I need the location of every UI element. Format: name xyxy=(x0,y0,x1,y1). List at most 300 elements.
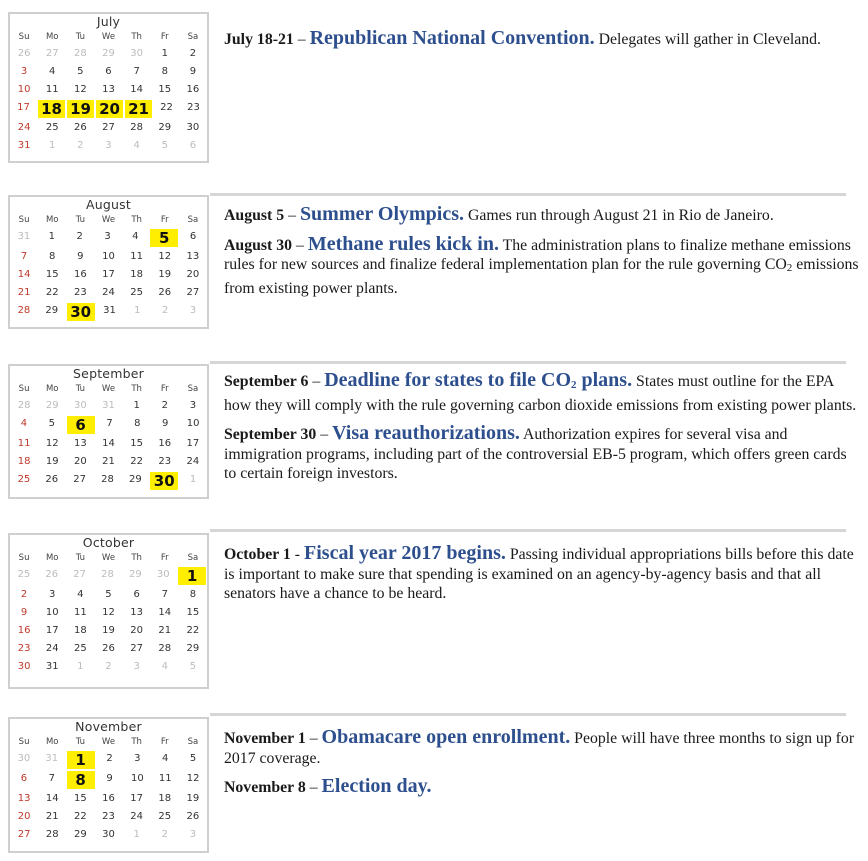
calendar-day: 2 xyxy=(162,305,169,316)
calendar-day: 16 xyxy=(102,793,115,804)
calendar-day: 16 xyxy=(73,269,87,280)
calendar-day: 30 xyxy=(73,400,87,411)
event-fiscal-year xyxy=(224,544,862,604)
event-separator: - xyxy=(290,546,305,563)
calendar-week xyxy=(10,266,207,284)
event-separator: – xyxy=(292,236,308,254)
calendar-day: 4 xyxy=(77,589,84,600)
calendar-week xyxy=(10,99,207,119)
calendar-day: 26 xyxy=(158,287,172,298)
weekday-label: We xyxy=(101,553,116,563)
calendar-day: 31 xyxy=(102,400,115,411)
weekday-label: Th xyxy=(131,553,142,563)
calendar-day: 4 xyxy=(161,661,168,672)
event-title: Obamacare open enrollment. xyxy=(321,726,571,748)
event-description: People will have three months to sign up for 2017 coverage. xyxy=(224,730,855,767)
calendar-day: 20 xyxy=(17,811,31,822)
event-title: Republican National Convention. xyxy=(309,27,595,49)
calendar-day: 22 xyxy=(130,456,143,467)
calendar-week xyxy=(10,45,207,63)
calendar-day: 11 xyxy=(17,438,31,449)
calendar-day: 25 xyxy=(45,122,59,133)
calendar-day: 26 xyxy=(45,569,59,580)
calendar-day: 6 xyxy=(105,66,112,77)
calendar-day: 8 xyxy=(49,251,56,262)
calendar-week xyxy=(10,808,207,826)
calendar-day: 21 xyxy=(102,456,115,467)
event-title: Summer Olympics. xyxy=(299,203,465,225)
calendar-day: 23 xyxy=(73,287,87,298)
highlighted-day: 30 xyxy=(67,303,95,321)
event-summer-olympics xyxy=(224,205,862,226)
calendar-week xyxy=(10,302,207,322)
calendar-day: 27 xyxy=(73,569,87,580)
calendar-week xyxy=(10,397,207,415)
calendar-month-title: October xyxy=(82,535,135,550)
weekday-label: Mo xyxy=(45,215,59,225)
calendar-week xyxy=(10,81,207,99)
highlighted-day: 21 xyxy=(125,100,152,118)
calendar-day: 6 xyxy=(189,140,197,151)
calendar-day: 25 xyxy=(17,474,31,485)
highlighted-day: 6 xyxy=(67,416,95,434)
calendar-day: 9 xyxy=(189,66,197,77)
calendar-day: 26 xyxy=(102,643,115,654)
calendar-day: 4 xyxy=(162,753,169,764)
calendar-july xyxy=(8,12,209,163)
calendar-week xyxy=(10,604,207,622)
event-separator: – xyxy=(316,426,333,443)
weekday-label: Sa xyxy=(187,553,199,563)
calendar-day: 28 xyxy=(130,122,143,133)
event-date: October 1 xyxy=(224,546,291,563)
event-obamacare-enrollment xyxy=(224,728,862,768)
weekday-label: Tu xyxy=(75,737,85,747)
calendar-day: 9 xyxy=(106,773,113,784)
calendar-day: 19 xyxy=(158,269,172,280)
event-title: Deadline for states to file CO2 plans. xyxy=(324,369,633,391)
calendar-day: 2 xyxy=(189,48,197,59)
event-date: November 1 xyxy=(224,730,306,747)
events-july xyxy=(224,29,862,59)
calendar-day: 15 xyxy=(130,438,143,449)
calendar-month-title: July xyxy=(96,14,121,29)
events-september xyxy=(224,371,862,493)
calendar-day: 30 xyxy=(130,48,143,59)
weekday-label: We xyxy=(101,32,116,42)
calendar-day: 22 xyxy=(45,287,59,298)
weekday-label: Mo xyxy=(45,384,59,394)
section-divider xyxy=(210,713,846,716)
calendar-day: 5 xyxy=(189,753,197,764)
weekday-label: Th xyxy=(131,215,142,225)
calendar-day: 5 xyxy=(189,661,197,672)
calendar-day: 3 xyxy=(133,661,140,672)
calendar-day: 1 xyxy=(77,661,84,672)
calendar-day: 8 xyxy=(134,418,141,429)
calendar-day: 15 xyxy=(73,793,87,804)
calendar-day: 12 xyxy=(158,251,172,262)
calendar-september xyxy=(8,364,209,499)
events-august xyxy=(224,205,862,307)
calendar-day: 19 xyxy=(186,793,200,804)
calendar-day: 12 xyxy=(186,773,200,784)
calendar-day: 3 xyxy=(20,66,28,77)
calendar-day: 8 xyxy=(161,66,168,77)
calendar-day: 28 xyxy=(45,829,59,840)
calendar-day: 13 xyxy=(130,607,143,618)
calendar-week xyxy=(10,453,207,471)
calendar-day: 1 xyxy=(134,305,141,316)
calendar-day: 17 xyxy=(17,102,30,113)
calendar-day: 27 xyxy=(45,48,59,59)
calendar-day: 17 xyxy=(130,793,143,804)
calendar-day: 11 xyxy=(130,251,143,262)
calendar-day: 28 xyxy=(158,643,172,654)
weekday-label: Fr xyxy=(160,553,169,563)
calendar-day: 23 xyxy=(17,643,31,654)
calendar-day: 9 xyxy=(162,418,169,429)
calendar-day: 2 xyxy=(77,140,84,151)
calendar-day: 2 xyxy=(76,231,83,242)
calendar-day: 29 xyxy=(102,48,115,59)
calendar-day: 2 xyxy=(105,661,112,672)
calendar-day: 29 xyxy=(129,569,142,580)
events-november xyxy=(224,728,862,807)
highlighted-day: 30 xyxy=(150,472,178,490)
calendar-day: 3 xyxy=(105,140,112,151)
weekday-label: Mo xyxy=(45,32,59,42)
calendar-day: 21 xyxy=(17,287,31,298)
calendar-day: 9 xyxy=(77,251,84,262)
calendar-week xyxy=(10,63,207,81)
calendar-day: 14 xyxy=(158,607,172,618)
highlighted-day: 1 xyxy=(178,567,206,585)
event-separator: – xyxy=(293,31,310,48)
event-description: States must outline for the EPA how they will comply with the rule governing carbon dioxide emissions from existing power plants. xyxy=(224,373,857,414)
event-description-end: emissions from existing power plants. xyxy=(224,256,859,297)
section-divider xyxy=(210,361,846,364)
calendar-day: 1 xyxy=(48,231,55,242)
calendar-day: 1 xyxy=(161,48,168,59)
calendar-day: 5 xyxy=(161,140,168,151)
calendar-day: 7 xyxy=(20,251,28,262)
calendar-day: 20 xyxy=(73,456,87,467)
calendar-day: 29 xyxy=(129,474,142,485)
calendar-october xyxy=(8,533,209,689)
weekday-label: Th xyxy=(131,384,142,394)
weekday-label: Su xyxy=(18,215,30,225)
calendar-day: 14 xyxy=(17,269,31,280)
calendar-day: 15 xyxy=(186,607,200,618)
calendar-day: 3 xyxy=(189,400,197,411)
calendar-day: 28 xyxy=(101,474,114,485)
calendar-day: 26 xyxy=(45,474,59,485)
calendar-week xyxy=(10,137,207,155)
calendar-day: 18 xyxy=(73,625,87,636)
weekday-label: Fr xyxy=(160,215,169,225)
calendar-day: 25 xyxy=(73,643,87,654)
calendar-day: 3 xyxy=(189,305,197,316)
calendar-day: 12 xyxy=(102,607,115,618)
calendar-day: 6 xyxy=(133,589,140,600)
calendar-day: 10 xyxy=(45,607,59,618)
calendar-day: 24 xyxy=(186,456,200,467)
highlighted-day: 20 xyxy=(96,100,123,118)
calendar-day: 10 xyxy=(131,773,144,784)
calendar-day: 28 xyxy=(17,400,31,411)
calendar-day: 21 xyxy=(158,625,172,636)
event-separator: – xyxy=(305,730,322,747)
calendar-week xyxy=(10,119,207,137)
calendar-day: 1 xyxy=(49,140,56,151)
calendar-day: 16 xyxy=(186,84,200,95)
weekday-header xyxy=(10,29,207,45)
event-description: Authorization expires for several visa and immigration programs, including part of the controversial EB-5 program, which offers green cards to certain foreign investors. xyxy=(224,426,847,482)
calendar-day: 29 xyxy=(73,829,87,840)
calendar-day: 27 xyxy=(102,122,115,133)
calendar-day: 10 xyxy=(186,418,200,429)
weekday-label: Tu xyxy=(75,32,85,42)
calendar-week xyxy=(10,566,207,586)
event-description: The administration plans to finalize methane emissions rules for new sources and finalize federal implementation plan for the rule governing CO xyxy=(224,236,851,273)
calendar-day: 5 xyxy=(77,66,84,77)
subscript: 2 xyxy=(571,379,577,391)
event-title: Election day. xyxy=(321,775,432,797)
calendar-month-title: August xyxy=(86,197,131,212)
calendar-day: 18 xyxy=(130,269,143,280)
calendar-week xyxy=(10,826,207,844)
calendar-day: 4 xyxy=(20,418,28,429)
calendar-day: 27 xyxy=(186,287,200,298)
calendar-week xyxy=(10,586,207,604)
calendar-week xyxy=(10,770,207,790)
event-separator: – xyxy=(284,207,300,224)
event-description: Passing individual appropriations bills before this date is important to make sure that spending is examined on an agency-by-agency basis and that all senators have a chance to be heard. xyxy=(224,546,854,602)
calendar-day: 31 xyxy=(103,305,116,316)
weekday-label: Tu xyxy=(75,553,85,563)
event-separator: – xyxy=(308,373,325,390)
calendar-day: 28 xyxy=(73,48,87,59)
calendar-week xyxy=(10,415,207,435)
calendar-day: 11 xyxy=(45,84,59,95)
highlighted-day: 19 xyxy=(67,100,94,118)
calendar-day: 14 xyxy=(45,793,59,804)
event-date: September 30 xyxy=(224,426,317,443)
calendar-day: 8 xyxy=(189,589,197,600)
calendar-day: 27 xyxy=(73,474,87,485)
calendar-day: 13 xyxy=(73,438,87,449)
event-visa-reauthorizations xyxy=(224,424,862,484)
weekday-label: We xyxy=(101,215,116,225)
event-separator: – xyxy=(305,779,322,796)
calendar-day: 31 xyxy=(17,140,31,151)
weekday-label: Sa xyxy=(187,737,199,747)
calendar-day: 21 xyxy=(45,811,59,822)
calendar-day: 10 xyxy=(102,251,115,262)
calendar-day: 5 xyxy=(48,418,55,429)
calendar-day: 13 xyxy=(186,251,200,262)
highlighted-day: 8 xyxy=(67,771,95,789)
calendar-day: 26 xyxy=(17,48,31,59)
calendar-day: 20 xyxy=(130,625,143,636)
calendar-day: 1 xyxy=(133,829,140,840)
calendar-day: 9 xyxy=(20,607,28,618)
calendar-month-title: September xyxy=(73,366,144,381)
calendar-day: 29 xyxy=(158,122,172,133)
calendar-day: 22 xyxy=(73,811,87,822)
calendar-november xyxy=(8,717,209,853)
calendar-day: 1 xyxy=(189,474,197,485)
event-methane-rules xyxy=(224,232,862,299)
weekday-label: Su xyxy=(18,737,30,747)
calendar-day: 14 xyxy=(102,438,115,449)
highlighted-day: 5 xyxy=(150,229,178,247)
calendar-day: 30 xyxy=(186,122,200,133)
calendar-day: 25 xyxy=(130,287,143,298)
calendar-week xyxy=(10,248,207,266)
calendar-day: 30 xyxy=(17,753,31,764)
calendar-month-title: November xyxy=(75,719,142,734)
calendar-day: 30 xyxy=(17,661,31,672)
calendar-day: 12 xyxy=(73,84,87,95)
event-title: Methane rules kick in. xyxy=(307,232,499,255)
calendar-day: 14 xyxy=(130,84,143,95)
calendar-day: 16 xyxy=(158,438,172,449)
weekday-label: Th xyxy=(131,32,142,42)
calendar-day: 3 xyxy=(49,589,56,600)
calendar-day: 22 xyxy=(160,102,173,113)
calendar-day: 18 xyxy=(17,456,31,467)
calendar-day: 4 xyxy=(132,231,139,242)
weekday-header xyxy=(10,212,207,228)
calendar-day: 4 xyxy=(49,66,56,77)
calendar-august xyxy=(8,195,209,329)
highlighted-day: 18 xyxy=(38,100,65,118)
weekday-header xyxy=(10,734,207,750)
calendar-day: 24 xyxy=(17,122,31,133)
calendar-day: 17 xyxy=(186,438,200,449)
calendar-day: 10 xyxy=(17,84,31,95)
event-title: Fiscal year 2017 begins. xyxy=(304,542,506,564)
calendar-day: 7 xyxy=(106,418,113,429)
weekday-label: Fr xyxy=(160,384,169,394)
calendar-week xyxy=(10,658,207,676)
event-description: Games run through August 21 in Rio de Janeiro. xyxy=(464,207,774,224)
calendar-day: 23 xyxy=(102,811,115,822)
calendar-week xyxy=(10,750,207,770)
calendar-day: 3 xyxy=(104,231,111,242)
weekday-label: Tu xyxy=(75,215,85,225)
calendar-day: 19 xyxy=(102,625,115,636)
calendar-day: 7 xyxy=(133,66,140,77)
event-july-convention xyxy=(224,29,862,50)
calendar-day: 2 xyxy=(161,829,168,840)
calendar-week xyxy=(10,471,207,491)
event-date: November 8 xyxy=(224,779,306,796)
calendar-day: 2 xyxy=(20,589,28,600)
weekday-label: Su xyxy=(18,553,30,563)
calendar-day: 29 xyxy=(45,305,59,316)
weekday-label: We xyxy=(101,737,116,747)
weekday-label: Sa xyxy=(187,32,199,42)
calendar-week xyxy=(10,228,207,248)
calendar-day: 23 xyxy=(158,456,172,467)
calendar-day: 25 xyxy=(17,569,31,580)
calendar-day: 28 xyxy=(17,305,31,316)
calendar-day: 16 xyxy=(17,625,31,636)
calendar-day: 30 xyxy=(102,829,115,840)
calendar-day: 3 xyxy=(189,829,197,840)
event-election-day xyxy=(224,777,862,798)
calendar-day: 29 xyxy=(45,400,59,411)
calendar-day: 7 xyxy=(48,773,55,784)
calendar-day: 31 xyxy=(45,661,59,672)
calendar-day: 13 xyxy=(17,793,31,804)
section-divider xyxy=(210,193,846,196)
calendar-day: 31 xyxy=(45,753,59,764)
calendar-day: 30 xyxy=(156,569,170,580)
calendar-day: 11 xyxy=(158,773,172,784)
calendar-day: 27 xyxy=(130,643,143,654)
weekday-label: Sa xyxy=(187,384,199,394)
calendar-day: 15 xyxy=(158,84,172,95)
calendar-week xyxy=(10,622,207,640)
calendar-day: 23 xyxy=(187,102,200,113)
weekday-label: Fr xyxy=(160,32,169,42)
events-october xyxy=(224,544,862,613)
calendar-week xyxy=(10,640,207,658)
calendar-day: 2 xyxy=(106,753,113,764)
section-divider xyxy=(210,529,846,532)
calendar-day: 5 xyxy=(105,589,112,600)
calendar-day: 19 xyxy=(45,456,59,467)
weekday-label: Sa xyxy=(187,215,199,225)
calendar-day: 17 xyxy=(102,269,115,280)
calendar-day: 13 xyxy=(102,84,115,95)
calendar-day: 4 xyxy=(133,140,140,151)
calendar-day: 26 xyxy=(186,811,200,822)
calendar-day: 28 xyxy=(101,569,114,580)
calendar-day: 1 xyxy=(133,400,140,411)
event-title: Visa reauthorizations. xyxy=(332,422,520,444)
calendar-day: 2 xyxy=(161,400,168,411)
highlighted-day: 1 xyxy=(67,751,95,769)
weekday-label: Su xyxy=(18,32,30,42)
calendar-day: 15 xyxy=(45,269,59,280)
calendar-day: 6 xyxy=(189,231,197,242)
calendar-day: 29 xyxy=(186,643,200,654)
calendar-day: 20 xyxy=(186,269,200,280)
calendar-week xyxy=(10,284,207,302)
calendar-day: 18 xyxy=(158,793,172,804)
calendar-day: 12 xyxy=(45,438,59,449)
calendar-day: 24 xyxy=(45,643,59,654)
calendar-day: 17 xyxy=(45,625,59,636)
calendar-week xyxy=(10,435,207,453)
calendar-day: 26 xyxy=(73,122,87,133)
weekday-label: Su xyxy=(18,384,30,394)
calendar-day: 11 xyxy=(73,607,87,618)
calendar-day: 6 xyxy=(20,773,28,784)
calendar-day: 22 xyxy=(186,625,200,636)
calendar-day: 27 xyxy=(17,829,31,840)
weekday-header xyxy=(10,381,207,397)
event-description: Delegates will gather in Cleveland. xyxy=(594,31,821,48)
calendar-week xyxy=(10,790,207,808)
subscript: 2 xyxy=(786,262,793,274)
calendar-day: 24 xyxy=(130,811,143,822)
